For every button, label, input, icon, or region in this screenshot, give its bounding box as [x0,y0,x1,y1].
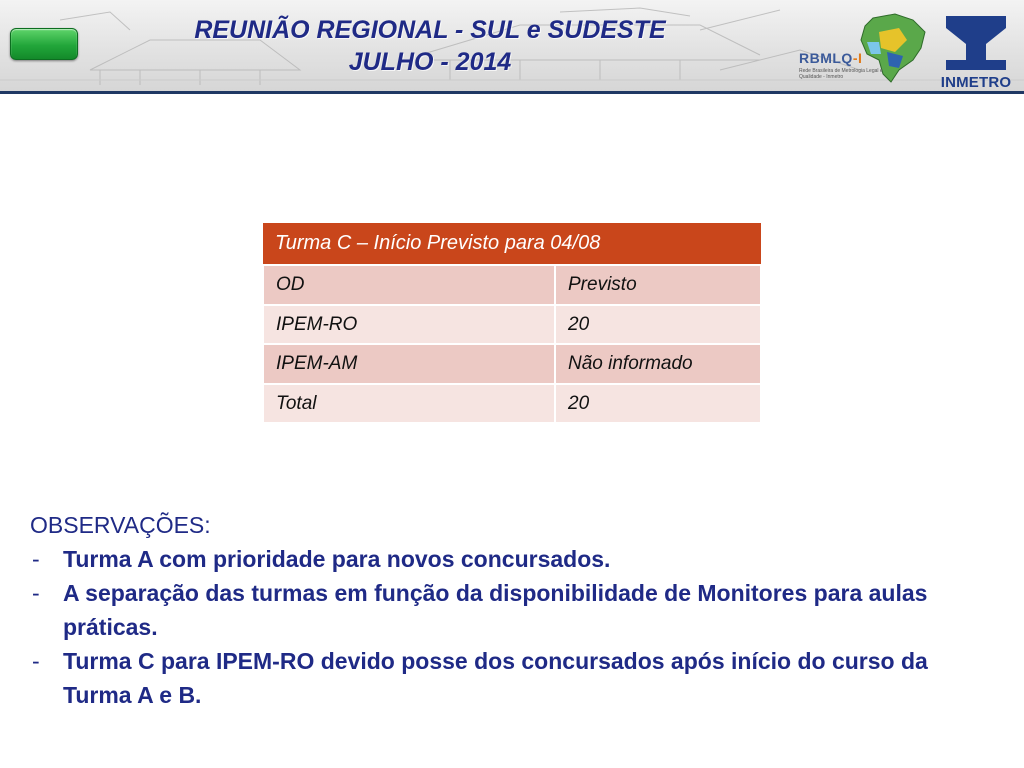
observations-heading: OBSERVAÇÕES: [30,512,211,538]
observation-item [30,542,1000,576]
observation-item [30,644,1000,712]
table-cell-od: IPEM-RO [263,305,555,344]
table-row-total [263,384,761,423]
bullet-dash: - [32,546,40,572]
bullet-dash: - [32,580,40,606]
title-line-1: REUNIÃO REGIONAL - SUL e SUDESTE [194,16,666,44]
table-row [263,305,761,344]
header-banner [0,0,1024,92]
table-cell-previsto: 20 [555,305,761,344]
observations-section [30,508,1000,712]
observation-text: A separação das turmas em função da disponibilidade de Monitores para aulas práticas. [63,580,928,640]
rbmlq-logo-text [799,50,862,66]
title-line-2: JULHO - 2014 [348,48,512,76]
observation-item [30,576,1000,644]
rbmlq-logo-suffix: -I [852,50,863,66]
green-tab-button [10,28,78,60]
slide-title [150,14,710,78]
observation-text: Turma A com prioridade para novos concursados. [63,546,611,572]
header-divider [0,91,1024,94]
bullet-dash: - [32,648,40,674]
table-cell-od: IPEM-AM [263,344,555,384]
column-header-previsto: Previsto [555,265,761,305]
table-cell-previsto: Não informado [555,344,761,384]
rbmlq-logo-main: RBMLQ [799,50,853,66]
rbmlq-logo [795,12,935,84]
table-header-row [263,265,761,305]
turma-c-table [262,223,762,424]
rbmlq-subtitle: Rede Brasileira de Metrologia Legal e Qualidade - Inmetro [799,68,883,80]
table-cell-od: Total [263,384,555,423]
table-title: Turma C – Início Previsto para 04/08 [263,223,761,265]
inmetro-emblem-icon [936,14,1016,72]
column-header-od: OD [263,265,555,305]
table-row [263,344,761,384]
inmetro-logo-text: INMETRO [940,74,1012,91]
table-cell-previsto: 20 [555,384,761,423]
observation-text: Turma C para IPEM-RO devido posse dos concursados após início do curso da Turma A e B. [63,648,928,708]
inmetro-logo [936,14,1016,90]
